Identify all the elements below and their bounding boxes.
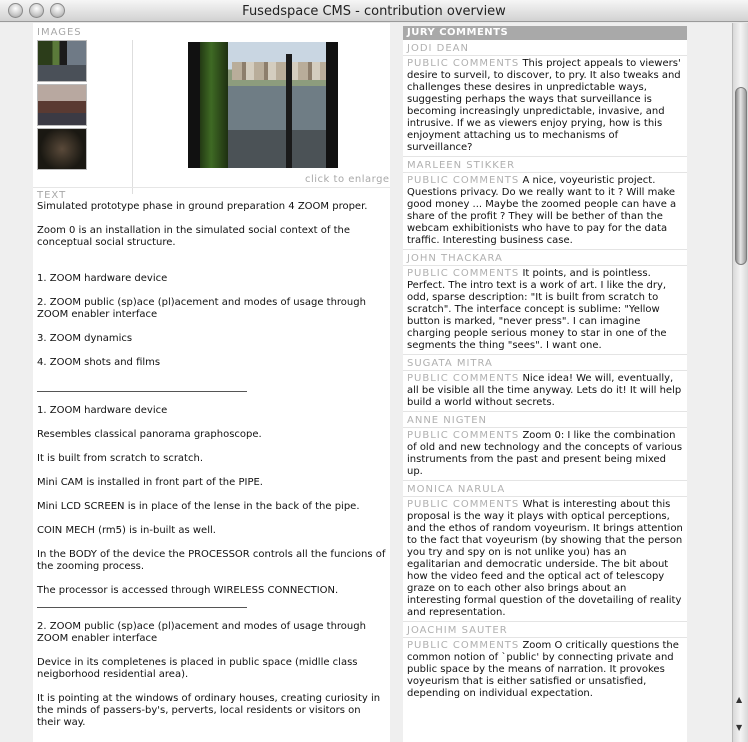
text-paragraph: 1. ZOOM hardware device [37,405,168,416]
juror-comment [403,371,687,412]
text-paragraph: Resembles classical panorama graphoscope. [37,429,262,440]
public-comments-label: PUBLIC COMMENTS [407,640,520,651]
thumbnail-2[interactable] [37,84,87,126]
section-divider [33,187,390,188]
public-comments-label: PUBLIC COMMENTS [407,175,520,186]
juror-name: JODI DEAN [403,40,687,56]
comment-text: It points, and is pointless. Perfect. The intro text is a work of art. I like the dry, odd, sparse description: "It is built from scratch to scratch". The interface concept is sublime: "Yellow button is marked, "never press". I can imagine charging people serious money to star in one of the segments the thing "sees". I want one. [407,268,667,351]
text-paragraph: 2. ZOOM public (sp)ace (pl)acement and modes of usage through ZOOM enabler interface [37,297,366,320]
window-titlebar [0,0,748,22]
text-paragraph: Mini LCD SCREEN is in place of the lense in the back of the pipe. [37,501,360,512]
juror-comment [403,497,687,622]
text-paragraph: Simulated prototype phase in ground preparation 4 ZOOM proper. [37,201,368,212]
comment-text: What is interesting about this proposal is the way it plays with optical perceptions, and the ethos of random voyeurism. It brings attention to the fact that voyeurism (by showing that the person you try and spy on is not unlike you) has an egalitarian and democratic underside. The bit about how the video feed and the optical act of telescopy graze on to each other also brings about an interesting formal question of the dovetailing of reality and representation. [407,499,683,618]
contribution-text [37,201,387,741]
comment-text: Nice idea! We will, eventually, all be visible all the time anyway. Lets do it! It will help build a world without secrets. [407,373,682,408]
main-image-pole [286,54,292,168]
text-paragraph: It is built from scratch to scratch. [37,453,203,464]
text-separator-line [37,381,387,393]
public-comments-label: PUBLIC COMMENTS [407,373,520,384]
juror-comment [403,266,687,355]
juror-name: MONICA NARULA [403,481,687,497]
juror-comment [403,56,687,157]
comment-text: Zoom O critically questions the common notion of `public' by connecting private and public space by the means of narration. It provokes voyeurism that is either satisfied or unsatisfied, depending on individual expectation. [407,640,679,699]
main-image-houses [232,62,326,80]
thumbnail-1[interactable] [37,40,87,82]
juror-name: MARLEEN STIKKER [403,157,687,173]
text-paragraph: 3. ZOOM dynamics [37,333,133,344]
text-paragraph: COIN MECH (rm5) is in-built as well. [37,525,216,536]
public-comments-label: PUBLIC COMMENTS [407,268,520,279]
main-image-ivy [200,42,228,168]
jury-comments-header: JURY COMMENTS [403,26,687,40]
juror-name: ANNE NIGTEN [403,412,687,428]
comment-text: This project appeals to viewers' desire to surveil, to discover, to pry. It also tweaks and challenges these desires in unpredictable ways, suggesting perhaps the ways that surveillance is becoming increasingly unpredictable, invasive, and intrusive. If we as viewers enjoy prying, how is this enjoyment attaching us to mechanisms of surveillance? [407,58,681,153]
juror-comment [403,638,687,702]
minimize-window-button[interactable] [29,3,44,18]
vertical-scrollbar[interactable] [732,23,748,742]
jury-comments-panel [403,26,687,742]
public-comments-label: PUBLIC COMMENTS [407,499,520,510]
main-image[interactable] [188,42,338,168]
scrollbar-thumb[interactable] [735,87,747,265]
thumbnail-3[interactable] [37,128,87,170]
text-section-label: TEXT [37,190,67,201]
public-comments-label: PUBLIC COMMENTS [407,430,520,441]
text-paragraph: 1. ZOOM hardware device [37,273,168,284]
juror-name: SUGATA MITRA [403,355,687,371]
comment-text: Zoom 0: I like the combination of old and new technology and the concepts of various instruments from the past and present being mixed up. [407,430,683,477]
juror-name: JOHN THACKARA [403,250,687,266]
scroll-down-arrow-icon[interactable]: ▼ [736,723,743,732]
text-separator-line [37,597,387,609]
juror-comment [403,173,687,250]
images-section-label: IMAGES [37,27,82,38]
text-paragraph: The processor is accessed through WIRELESS CONNECTION. [37,585,339,596]
public-comments-label: PUBLIC COMMENTS [407,58,520,69]
scroll-up-arrow-icon[interactable]: ▲ [736,695,743,704]
comment-text: A nice, voyeuristic project. Questions privacy. Do we really want to it ? Will make good money ... Maybe the zoomed people can have a share of the profit ? They will be bether of than the webcam exhibitionists who have to pay for the data traffic. Interesting business case. [407,175,677,246]
image-thumbnails [37,40,87,172]
text-paragraph: Zoom 0 is an installation in the simulated social context of the conceptual social structure. [37,225,350,248]
juror-comment [403,428,687,481]
window-title: Fusedspace CMS - contribution overview [242,4,506,19]
text-paragraph: 2. ZOOM public (sp)ace (pl)acement and modes of usage through ZOOM enabler interface [37,621,366,644]
text-paragraph: Device in its completenes is placed in public space (midlle class neigborhood residential area). [37,657,358,680]
text-paragraph: It is pointing at the windows of ordinary houses, creating curiosity in the minds of passers-by's, perverts, local residents or visitors on their way. [37,693,381,728]
text-paragraph: Mini CAM is installed in front part of the PIPE. [37,477,263,488]
text-paragraph: In the BODY of the device the PROCESSOR controls all the funcions of the zooming process. [37,549,386,572]
click-to-enlarge-link[interactable]: click to enlarge [305,174,390,185]
close-window-button[interactable] [8,3,23,18]
juror-name: JOACHIM SAUTER [403,622,687,638]
image-column-divider [132,40,133,194]
page-viewport [0,23,732,742]
zoom-window-button[interactable] [50,3,65,18]
contribution-column [33,23,390,742]
text-paragraph: 4. ZOOM shots and films [37,357,161,368]
